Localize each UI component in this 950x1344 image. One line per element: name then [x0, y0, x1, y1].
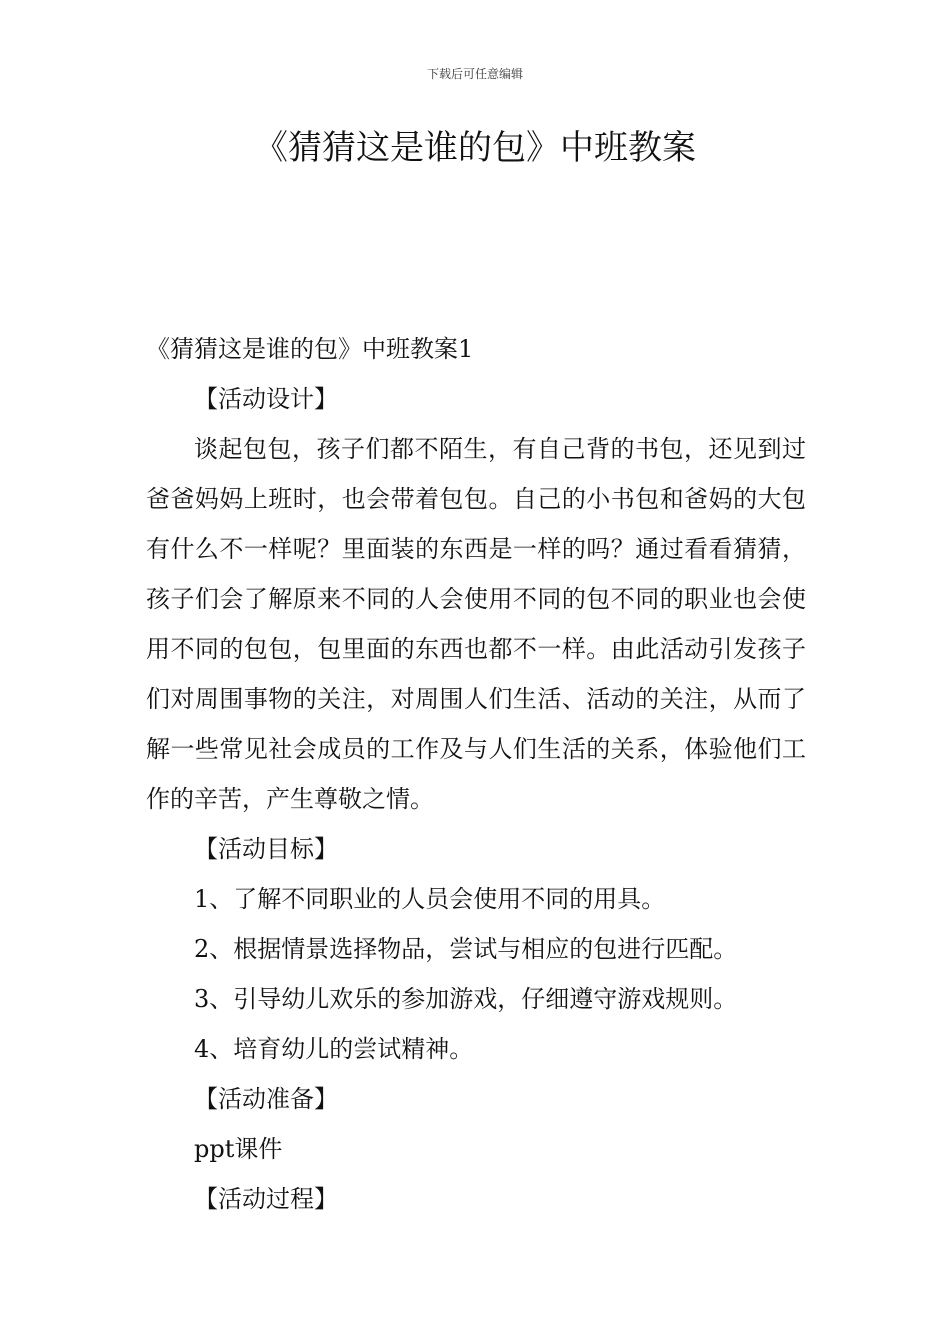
- goal-item-3: 3、引导幼儿欢乐的参加游戏，仔细遵守游戏规则。: [194, 985, 738, 1013]
- design-heading: 【活动设计】: [194, 385, 338, 413]
- preparation-heading: 【活动准备】: [194, 1085, 338, 1113]
- goals-heading: 【活动目标】: [194, 835, 338, 863]
- document-body: [146, 324, 806, 1224]
- goal-item-4: 4、培育幼儿的尝试精神。: [194, 1035, 474, 1063]
- section-heading: 《猜猜这是谁的包》中班教案1: [146, 335, 474, 363]
- process-heading: 【活动过程】: [194, 1185, 338, 1213]
- design-paragraph: 谈起包包，孩子们都不陌生，有自己背的书包，还见到过爸爸妈妈上班时，也会带着包包。自己的小书包和爸妈的大包有什么不一样呢？里面装的东西是一样的吗？通过看看猜猜，孩子们会了解原来不同的人会使用不同的包不同的职业也会使用不同的包包，包里面的东西也都不一样。由此活动引发孩子们对周围事物的关注，对周围人们生活、活动的关注，从而了解一些常见社会成员的工作及与人们生活的关系，体验他们工作的辛苦，产生尊敬之情。: [146, 435, 806, 813]
- goal-item-1: 1、了解不同职业的人员会使用不同的用具。: [194, 885, 666, 913]
- header-note: 下载后可任意编辑: [426, 67, 523, 81]
- page-title: 《猜猜这是谁的包》中班教案: [254, 128, 696, 168]
- preparation-item: ppt课件: [194, 1135, 283, 1163]
- goal-item-2: 2、根据情景选择物品，尝试与相应的包进行匹配。: [194, 935, 738, 963]
